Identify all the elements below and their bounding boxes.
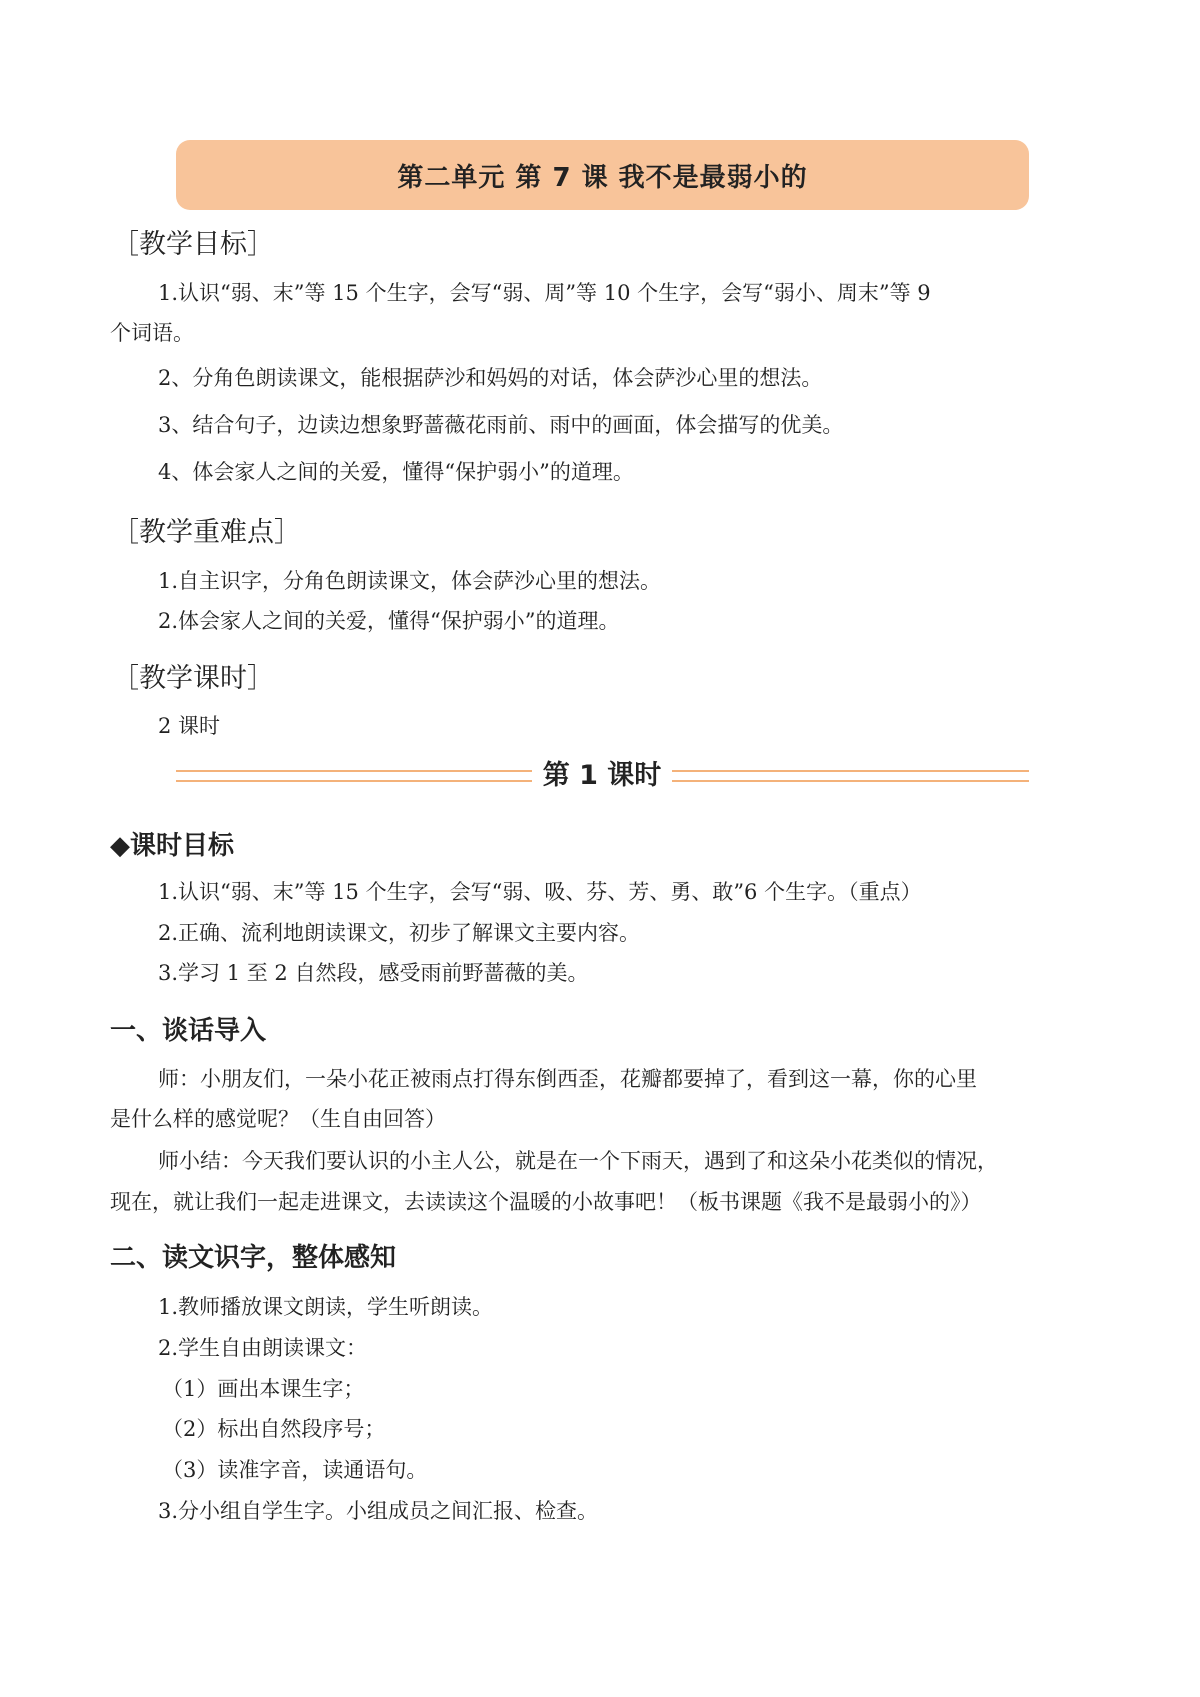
hours-value: 2 课时 [158, 714, 221, 738]
objectives-heading: ◆课时目标 [110, 831, 234, 861]
objective-line: 3.学习 1 至 2 自然段，感受雨前野蔷薇的美。 [158, 961, 589, 985]
step-line: （1）画出本课生字； [162, 1377, 365, 1401]
divider-rule-left [176, 770, 532, 782]
section-heading-hours: ［教学课时］ [112, 663, 274, 694]
goal-line: 4、体会家人之间的关爱，懂得“保护弱小”的道理。 [158, 460, 634, 484]
lesson-1-title: 第 1 课时 [542, 760, 662, 791]
lesson-divider [176, 756, 1029, 796]
paragraph-line: 师：小朋友们，一朵小花正被雨点打得东倒西歪，花瓣都要掉了，看到这一幕，你的心里 [158, 1067, 977, 1091]
goal-line: 个词语。 [110, 321, 194, 345]
goal-line: 2、分角色朗读课文，能根据萨沙和妈妈的对话，体会萨沙心里的想法。 [158, 366, 823, 390]
lesson-title-banner: 第二单元 第 7 课 我不是最弱小的 [176, 140, 1029, 210]
step-line: 3.分小组自学生字。小组成员之间汇报、检查。 [158, 1499, 599, 1523]
keypoint-line: 2.体会家人之间的关爱，懂得“保护弱小”的道理。 [158, 609, 620, 633]
paragraph-line: 是什么样的感觉呢？（生自由回答） [110, 1107, 446, 1131]
divider-rule-right [672, 770, 1029, 782]
paragraph-line: 师小结：今天我们要认识的小主人公，就是在一个下雨天，遇到了和这朵小花类似的情况， [158, 1149, 998, 1173]
part-2-heading: 二、读文识字，整体感知 [110, 1243, 397, 1273]
step-line: （3）读准字音，读通语句。 [162, 1458, 428, 1482]
step-line: 2.学生自由朗读课文： [158, 1336, 368, 1360]
section-heading-keypoints: ［教学重难点］ [112, 517, 301, 548]
paragraph-line: 现在，就让我们一起走进课文，去读读这个温暖的小故事吧！（板书课题《我不是最弱小的》） [110, 1190, 982, 1214]
objective-line: 2.正确、流利地朗读课文，初步了解课文主要内容。 [158, 921, 641, 945]
step-line: （2）标出自然段序号； [162, 1417, 386, 1441]
keypoint-line: 1.自主识字，分角色朗读课文，体会萨沙心里的想法。 [158, 569, 662, 593]
part-1-heading: 一、谈话导入 [110, 1016, 267, 1046]
objective-line: 1.认识“弱、末”等 15 个生字，会写“弱、吸、芬、芳、勇、敢”6 个生字。（重点） [158, 880, 922, 904]
step-line: 1.教师播放课文朗读，学生听朗读。 [158, 1295, 494, 1319]
goal-line: 1.认识“弱、末”等 15 个生字，会写“弱、周”等 10 个生字，会写“弱小、周末”等 9 [158, 281, 931, 305]
goal-line: 3、结合句子，边读边想象野蔷薇花雨前、雨中的画面，体会描写的优美。 [158, 413, 844, 437]
section-heading-goals: ［教学目标］ [112, 229, 274, 260]
